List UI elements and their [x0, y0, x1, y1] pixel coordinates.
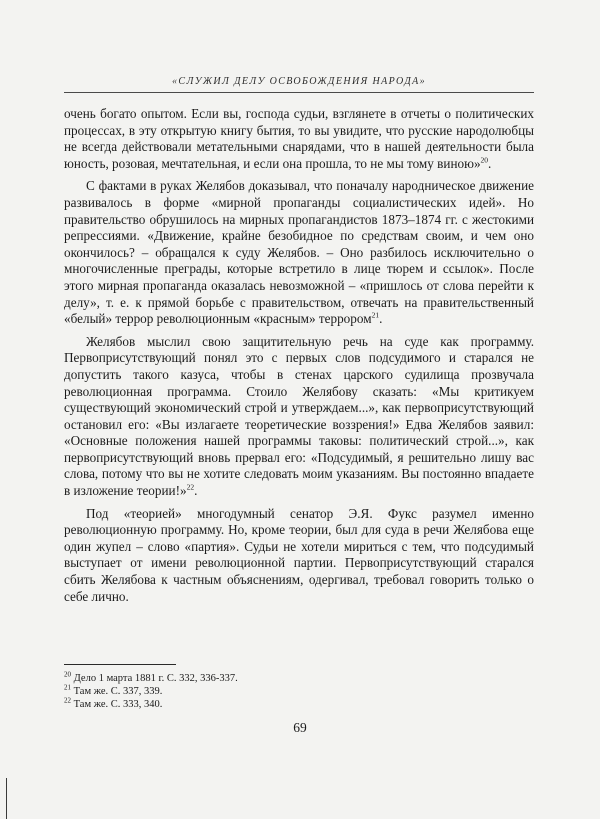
- running-header: «СЛУЖИЛ ДЕЛУ ОСВОБОЖДЕНИЯ НАРОДА»: [171, 76, 426, 87]
- paragraph-3: Желябов мыслил свою защитительную речь на суде как программу. Первоприсутствующий понял это с первых слов подсудимого и старался не допустить такого казуса, чтобы в стенах царского судилища прозвучала революционная программа. Стоило Желябову сказать: «Мы критикуем существующий экономический строй и утверждаем...», как первоприсутствующий остановил его: «Вы излагаете теоретические воззрения!» Едва Желябов заявил: «Основные положения нашей программы таковы: политический строй...», как первоприсутствующий вновь прервал его: «Подсудимый, я решительно лишу вас слова, потому что вы не хотите следовать моим указаниям. Вы постоянно впадаете в изложение теории!»$^{22}$.: [64, 333, 534, 499]
- scan-edge-line: [6, 778, 7, 819]
- footnote-number: 20: [64, 670, 71, 679]
- footnote-text: Там же. С. 333, 340.: [73, 699, 163, 710]
- footnote-rule: [64, 664, 176, 665]
- footnote-text: Там же. С. 337, 339.: [73, 686, 163, 697]
- paragraph-2: С фактами в руках Желябов доказывал, что поначалу народническое движение развивалось в форме «мирной пропаганды социалистических идей». Но правительство обрушилось на мирных пропагандистов 1873–1874 гг. с жестокими репрессиями. «Движение, крайне безобидное по средствам своим, и чем оно окончилось? – обращался к суду Желябов. – Оно разбилось исключительно о многочисленные преграды, которые встретило в лице тюрем и ссылок». После этого мирная пропаганда оказалась невозможной – «пришлось от слова перейти к делу», т. е. к прямой борьбе с правительством, отвечать на правительственный «белый» террор революционным «красным» террором$^{21}$.: [64, 178, 534, 327]
- footnote-22: [64, 698, 464, 711]
- body-text: [64, 106, 534, 611]
- paragraph-4: [64, 506, 534, 606]
- footnote-21: [64, 685, 464, 698]
- footnote-ref-20: 20: [480, 155, 489, 165]
- footnote-text: Дело 1 марта 1881 г. С. 332, 336-337.: [73, 673, 238, 684]
- paragraph-2-text: С фактами в руках Желябов доказывал, что поначалу народническое движение развивалось в форме «мирной пропаганды социалистических идей». Но правительство обрушилось на мирных пропагандистов 1873–1874 гг. с жестокими репрессиями. «Движение, крайне безобидное по средствам своим, и чем оно окончилось? – обращался к суду Желябов. – Оно разбилось исключительно о многочисленные преграды, которые встретило в лице тюрем и ссылок». После этого мирная пропаганда оказалась невозможной – «пришлось от слова перейти к делу», т. е. к прямой борьбе с правительством, отвечать на правительственный «белый» террор революционным «красным» террором: [64, 178, 534, 327]
- paragraph-1-text: очень богато опытом. Если вы, господа судьи, взглянете в отчеты о политических процессах, в эту открытую книгу бытия, то вы увидите, что русские народолюбцы не всегда действовали метательными снарядами, что в нашей деятельности была юность, розовая, мечтательная, и если она прошла, то не мы тому виною»: [64, 106, 534, 171]
- footnote-ref-21: 21: [371, 310, 380, 320]
- page-number: 69: [293, 720, 307, 735]
- header-rule: [64, 92, 534, 93]
- footnotes: [64, 672, 464, 711]
- footnote-number: 21: [64, 683, 71, 692]
- paragraph-1: очень богато опытом. Если вы, господа судьи, взглянете в отчеты о политических процессах, в эту открытую книгу бытия, то вы увидите, что русские народолюбцы не всегда действовали метательными снарядами, что в нашей деятельности была юность, розовая, мечтательная, и если она прошла, то не мы тому виною»$^{20}$.: [64, 106, 534, 171]
- footnote-20: [64, 672, 464, 685]
- footnote-ref-22: 22: [186, 482, 195, 492]
- paragraph-4-text: Под «теорией» многодумный сенатор Э.Я. Фукс разумел именно революционную программу. Но, кроме теории, был для суда в речи Желябова еще один жупел – слово «партия». Судьи не хотели мириться с тем, что подсудимый выступает от имени революционной партии. Первоприсутствующий старался сбить Желябова к частным объяснениям, одергивал, требовал говорить только о себе лично.: [64, 505, 534, 604]
- paragraph-3-text: Желябов мыслил свою защитительную речь на суде как программу. Первоприсутствующий понял это с первых слов подсудимого и старался не допустить такого казуса, чтобы в стенах царского судилища прозвучала революционная программа. Стоило Желябову сказать: «Мы критикуем существующий экономический строй и утверждаем...», как первоприсутствующий остановил его: «Вы излагаете теоретические воззрения!» Едва Желябов заявил: «Основные положения нашей программы таковы: политический строй...», как первоприсутствующий вновь прервал его: «Подсудимый, я решительно лишу вас слова, потому что вы не хотите следовать моим указаниям. Вы постоянно впадаете в изложение теории!»: [64, 333, 534, 499]
- footnote-number: 22: [64, 696, 71, 705]
